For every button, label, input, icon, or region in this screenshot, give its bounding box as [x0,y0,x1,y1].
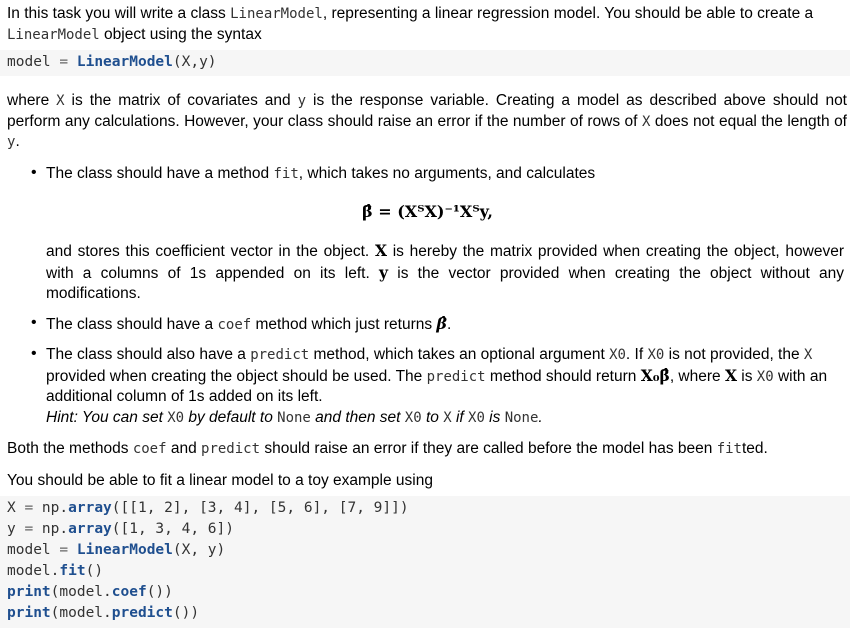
code-token: = [24,500,34,516]
text: is hereby the matrix provided when creating the object, however with a columns of 1s appended on its left. [46,243,844,282]
math-symbol: X [724,365,737,385]
inline-code: X [803,347,813,363]
code-token: ()) [146,584,173,600]
math-symbol: X₀β̂ [640,365,670,385]
bullet-coef [46,314,844,336]
text: , which takes no arguments, and calculates [298,165,596,182]
text: The class should also have a [46,346,251,363]
inline-code: LinearModel [230,6,323,22]
inline-code: fit [273,166,299,182]
inline-code: predict [250,347,310,363]
text: is the vector provided when creating the object without any modifications. [46,264,844,302]
text: The class should have a method [46,165,274,182]
intro-text: object using the syntax [99,25,262,43]
inline-code: X [443,409,452,426]
code-token: np. [33,521,69,537]
text: ted. [742,440,768,457]
where-paragraph [7,91,847,153]
inline-code: None [504,409,539,426]
beta-formula [0,202,855,221]
inline-code: predict [426,368,486,385]
code-token [68,542,77,558]
inline-code: X0 [404,409,422,426]
code-line [7,582,173,603]
code-token: = [24,521,34,537]
both-paragraph [7,439,847,460]
code-token: (model. [50,584,112,600]
code-token: fit [59,563,86,579]
code-line [7,540,225,561]
code-token: LinearModel [76,542,173,558]
hint-text [46,409,543,426]
text: method, which takes an optional argument [309,346,610,363]
code-token: np. [33,500,69,516]
text: , where [669,367,725,385]
inline-code: X0 [167,409,185,426]
code-token: predict [111,605,173,621]
formula-text: β̂ = (XᵀX)⁻¹Xᵀy, [362,202,493,221]
text: method should return [485,367,641,385]
inline-code: y [297,93,307,109]
code-token: coef [111,584,147,600]
code-line [7,603,199,624]
inline-code: coef [217,317,252,333]
inline-code: predict [201,441,261,457]
code-token: = [59,542,69,558]
code-line [7,52,217,73]
toy-paragraph [7,471,847,492]
inline-code: X [641,113,651,130]
inline-code: fit [716,441,742,457]
code-token: array [68,500,112,516]
bullet-predict [46,345,844,428]
code-line [7,498,409,519]
bullet-fit-detail [46,241,844,305]
math-symbol: β̂ [436,314,448,333]
code-token: ([[1, 2], [3, 4], [5, 6], [7, 9]]) [111,500,409,516]
text: provided when creating the object should be used. The [46,367,427,385]
code-token: print [7,584,51,600]
code-token: model [7,542,60,558]
text: and stores this coefficient vector in the object. [46,243,375,260]
math-symbol: y [379,262,389,282]
text: Both the methods [7,440,133,457]
text: to [421,408,444,426]
code-token: (X,y) [172,54,217,70]
code-token: (model. [50,605,112,621]
code-token: ()) [172,605,200,621]
code-token: () [85,563,104,579]
text: is the matrix of covariates and [64,92,298,109]
text: with an additional column of 1s added on its left. [46,367,828,405]
inline-code: y [7,134,16,150]
inline-code: X0 [609,347,626,363]
text: should raise an error if they are called before the model has been [260,440,717,457]
inline-code: X0 [468,409,485,426]
text: is not provided, the [664,346,804,363]
intro-text: , representing a linear regression model. You should be able to create a [322,5,814,22]
code-token: (X, y) [172,542,226,558]
text: and [166,440,202,457]
code-token: y [7,521,25,537]
bullet-marker: • [31,314,37,331]
code-token: model [7,54,51,70]
inline-code: X0 [756,368,774,385]
text: where [7,92,57,109]
inline-code: None [277,409,311,426]
code-token: = [59,54,69,70]
code-token: array [68,521,112,537]
intro-text: In this task you will write a class [7,5,231,22]
text: Hint: You can set [46,408,168,426]
bullet-marker: • [31,345,37,362]
inline-code: coef [132,441,167,457]
text: is [736,367,757,385]
inline-code: X [56,93,65,109]
inline-code: LinearModel [7,26,100,43]
text: by default to [184,408,278,426]
code-line [7,519,234,540]
intro-paragraph [7,4,847,45]
text: does not equal the length of [650,112,847,130]
math-symbol: X [374,241,387,260]
text: method which just returns [251,316,437,333]
code-token: print [7,605,51,621]
text: . [15,133,20,150]
code-token: X [7,500,25,516]
text: . If [625,346,648,363]
text: . [447,316,452,333]
code-line [7,561,103,582]
text: is [484,408,505,426]
code-token: LinearModel [76,54,173,70]
text: if [451,408,469,426]
text: The class should have a [46,316,218,333]
code-token: ([1, 3, 4, 6]) [111,521,234,537]
bullet-marker: • [31,164,37,181]
bullet-fit [46,164,844,185]
text: . [538,408,543,426]
code-token: model. [7,563,60,579]
inline-code: X0 [647,347,665,363]
text: is the response variable. Creating a model as described above should not perform any calculations. However, your class should raise an error if the number of rows of [7,92,847,130]
text: and then set [310,408,405,426]
text: You should be able to fit a linear model to a toy example using [7,472,433,489]
